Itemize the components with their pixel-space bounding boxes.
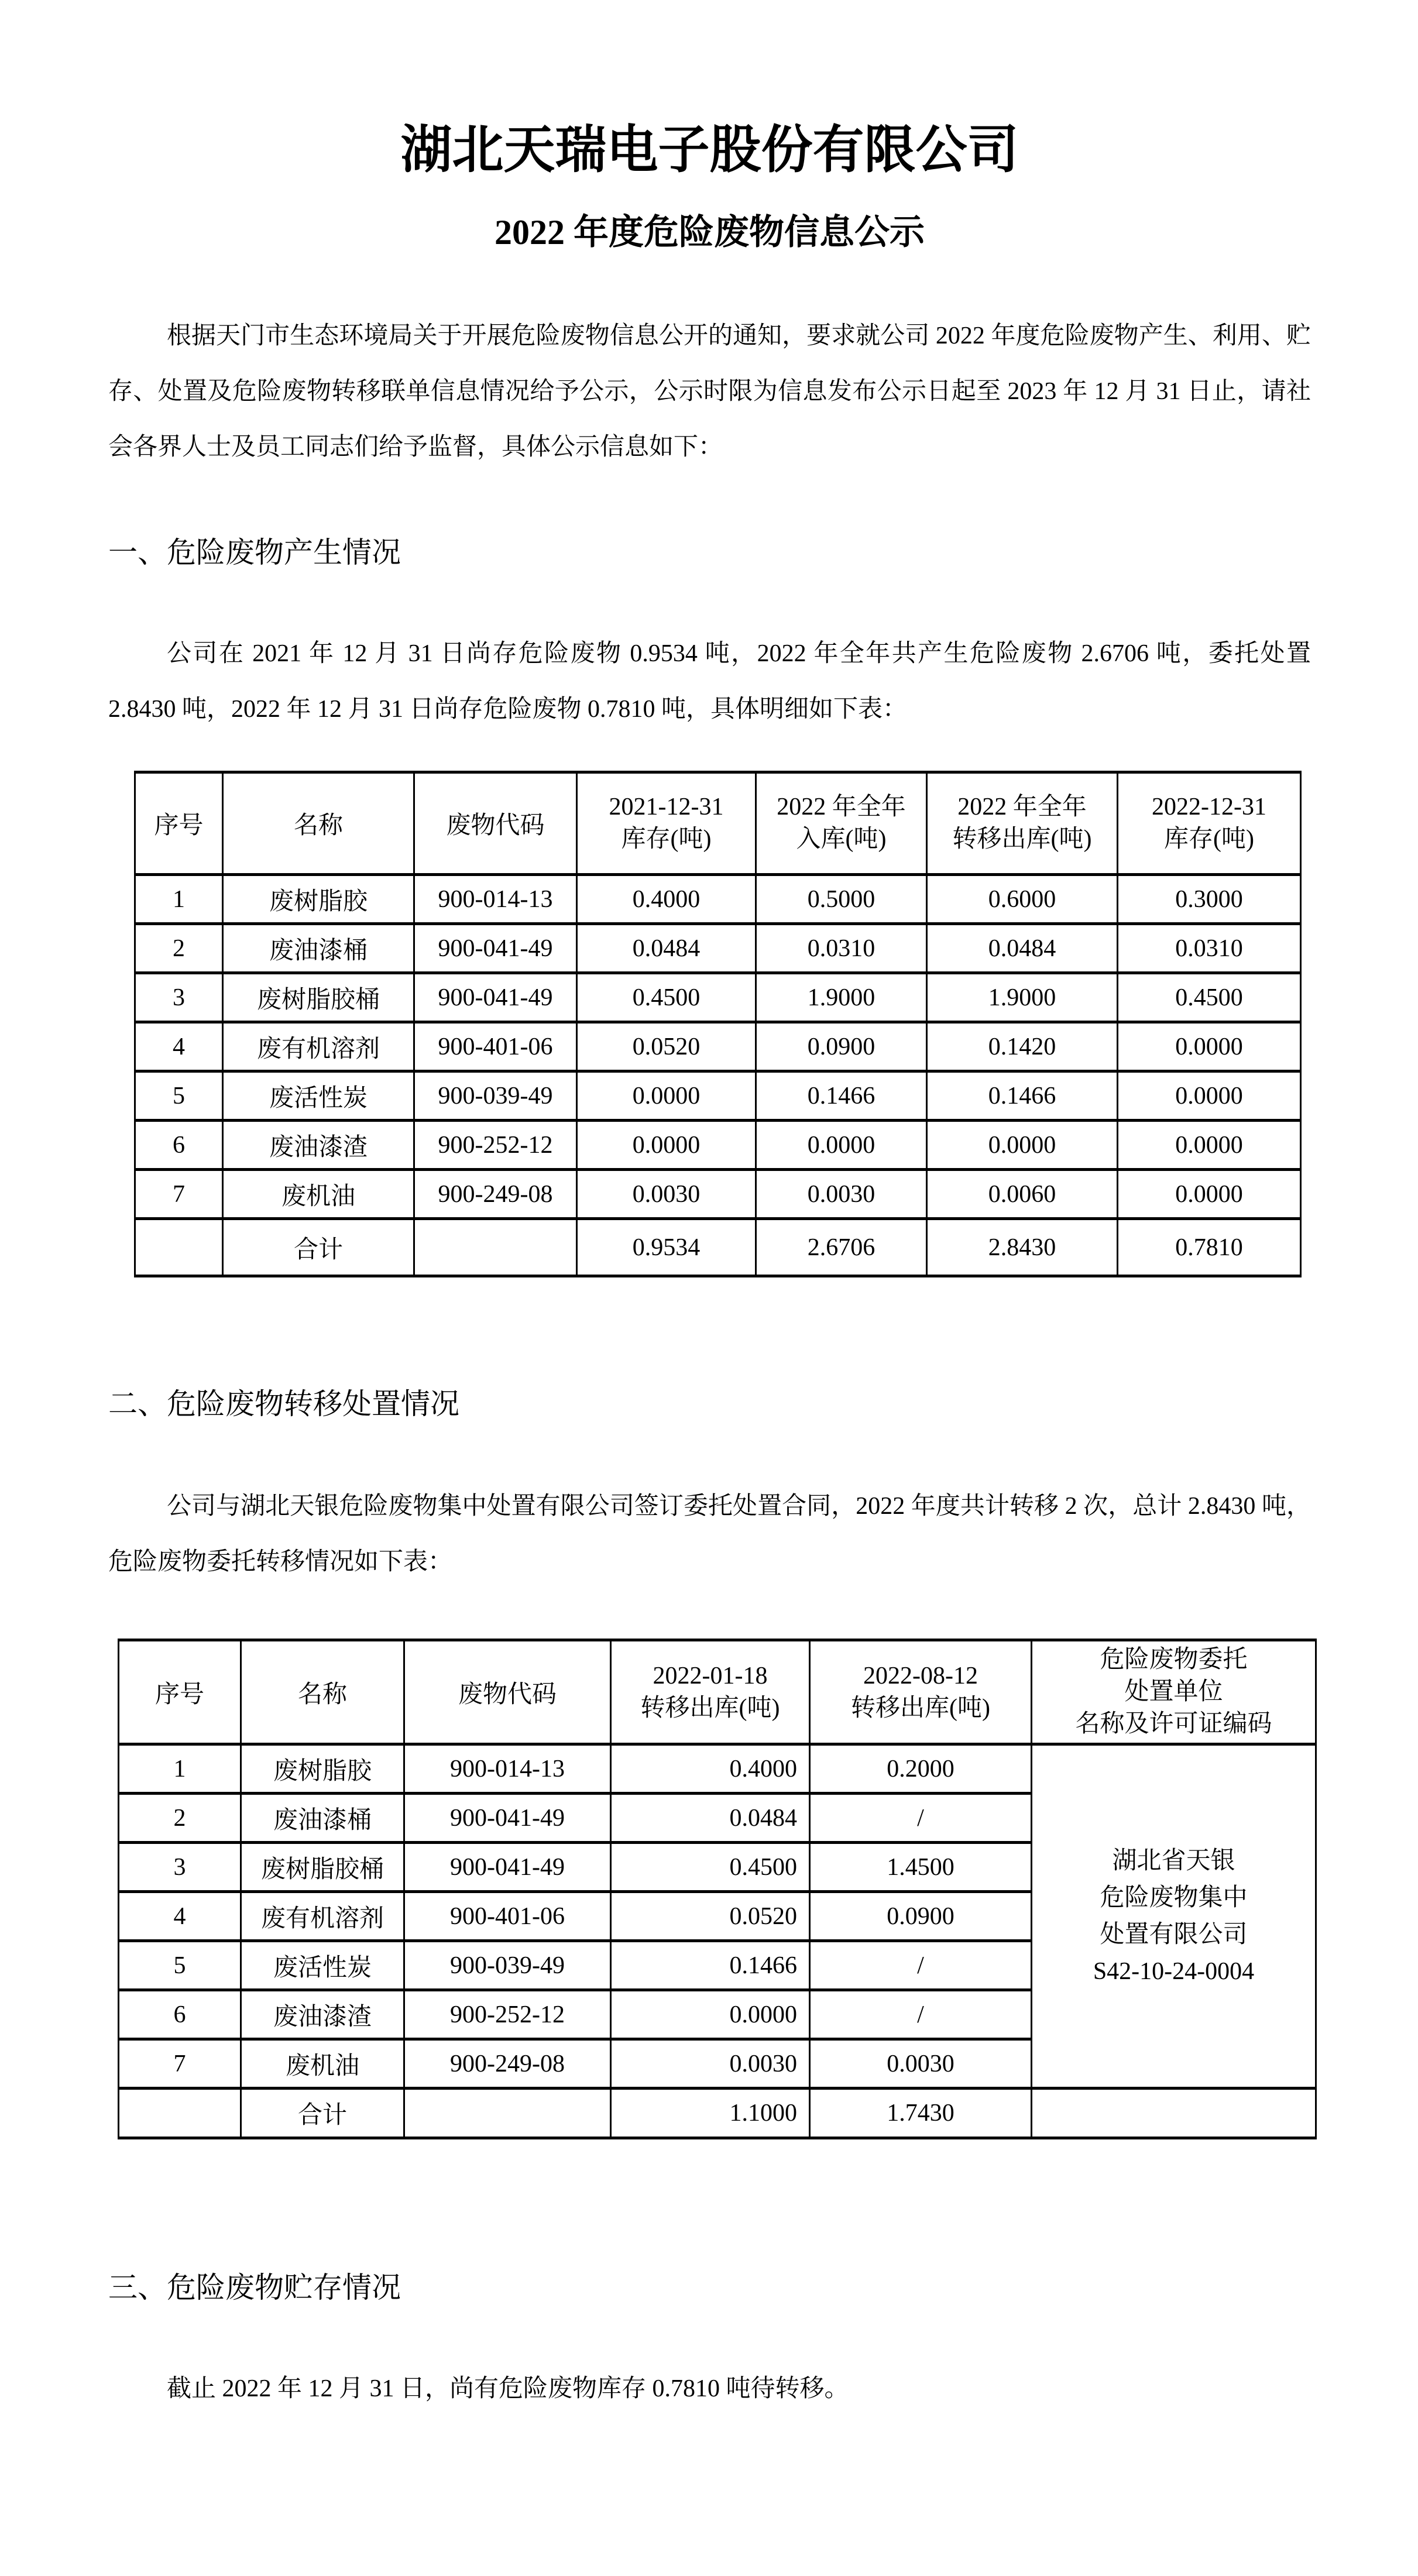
cell-transfer-2: 0.0900 [810,1892,1032,1941]
cell-waste-code: 900-252-12 [404,1990,611,2039]
col-header-waste-code: 废物代码 [404,1640,611,1744]
cell-transfer-1: 0.1466 [611,1941,810,1990]
col-header-line: 2021-12-31 [609,794,724,821]
table-row [135,1022,1301,1071]
section-1-heading: 一、危险废物产生情况 [108,536,401,569]
total-row [119,2089,1316,2138]
cell-out-2022: 0.0484 [927,924,1118,973]
cell-stock-2021: 0.4000 [577,875,756,924]
cell-out-2022: 0.1420 [927,1022,1118,1071]
cell-stock-2022: 0.0000 [1118,1121,1301,1170]
cell-serial: 4 [135,1022,223,1071]
cell-transfer-1: 0.0030 [611,2039,810,2089]
cell-out-2022: 0.0000 [927,1121,1118,1170]
col-header-out-2022 [927,772,1118,875]
cell-out-2022: 0.6000 [927,875,1118,924]
cell-total-stock-2021: 0.9534 [577,1219,756,1276]
col-header-line: 2022-12-31 [1152,794,1266,821]
cell-transfer-1: 0.4000 [611,1744,810,1794]
cell-stock-2022: 0.0000 [1118,1170,1301,1219]
production-table-header [135,772,1301,875]
cell-total-label: 合计 [223,1219,414,1276]
cell-waste-code: 900-249-08 [414,1170,577,1219]
cell-serial: 3 [119,1843,241,1892]
cell-waste-code: 900-252-12 [414,1121,577,1170]
cell-serial: 2 [119,1794,241,1843]
disposal-unit-line: 湖北省天银 [1112,1847,1235,1874]
col-header-line: 入库(吨) [796,826,887,853]
cell-waste-code-empty [404,2089,611,2138]
table-row [135,875,1301,924]
cell-stock-2021: 0.4500 [577,973,756,1022]
cell-out-2022: 0.1466 [927,1071,1118,1121]
col-header-serial: 序号 [135,772,223,875]
production-table-body [135,875,1301,1276]
transfer-table [118,1639,1317,2139]
cell-total-stock-2022: 0.7810 [1118,1219,1301,1276]
disposal-unit-license: S42-10-24-0004 [1093,1957,1255,1985]
section-3-heading: 三、危险废物贮存情况 [108,2271,401,2304]
cell-stock-2022: 0.3000 [1118,875,1301,924]
cell-name: 废油漆桶 [241,1794,404,1843]
cell-total-transfer-1: 1.1000 [611,2089,810,2138]
table-row [135,1170,1301,1219]
cell-name: 废油漆渣 [223,1121,414,1170]
col-header-transfer-1 [611,1640,810,1744]
cell-waste-code: 900-014-13 [404,1744,611,1794]
cell-stock-2022: 0.0000 [1118,1022,1301,1071]
cell-name: 废树脂胶桶 [223,973,414,1022]
cell-name: 废油漆渣 [241,1990,404,2039]
cell-serial: 1 [135,875,223,924]
cell-name: 废树脂胶 [241,1744,404,1794]
col-header-transfer-2 [810,1640,1032,1744]
cell-name: 废活性炭 [223,1071,414,1121]
cell-transfer-2: 0.2000 [810,1744,1032,1794]
table-row [135,973,1301,1022]
cell-serial: 6 [135,1121,223,1170]
cell-serial: 7 [135,1170,223,1219]
cell-serial: 5 [135,1071,223,1121]
cell-serial: 4 [119,1892,241,1941]
cell-transfer-2: / [810,1794,1032,1843]
cell-waste-code: 900-039-49 [414,1071,577,1121]
cell-out-2022: 0.0060 [927,1170,1118,1219]
cell-total-out-2022: 2.8430 [927,1219,1118,1276]
cell-serial: 2 [135,924,223,973]
cell-stock-2021: 0.0000 [577,1121,756,1170]
cell-name: 废有机溶剂 [241,1892,404,1941]
cell-waste-code: 900-041-49 [414,924,577,973]
header-row [135,772,1301,875]
cell-serial: 3 [135,973,223,1022]
cell-stock-2021: 0.0000 [577,1071,756,1121]
cell-in-2022: 0.0000 [756,1121,927,1170]
cell-transfer-2: 0.0030 [810,2039,1032,2089]
cell-in-2022: 1.9000 [756,973,927,1022]
table-row [135,1121,1301,1170]
cell-name: 废树脂胶 [223,875,414,924]
disposal-unit-line: 处置有限公司 [1100,1921,1248,1948]
cell-in-2022: 0.1466 [756,1071,927,1121]
cell-transfer-2: / [810,1990,1032,2039]
cell-waste-code: 900-401-06 [414,1022,577,1071]
cell-stock-2022: 0.4500 [1118,973,1301,1022]
cell-out-2022: 1.9000 [927,973,1118,1022]
header-row [119,1640,1316,1744]
disposal-unit-line: 危险废物集中 [1100,1884,1248,1911]
cell-serial: 6 [119,1990,241,2039]
col-header-line: 2022-01-18 [653,1662,768,1689]
table-row [135,924,1301,973]
cell-waste-code: 900-041-49 [414,973,577,1022]
cell-waste-code: 900-041-49 [404,1843,611,1892]
col-header-line: 2022 年全年 [957,794,1087,821]
col-header-name: 名称 [241,1640,404,1744]
transfer-table-header [119,1640,1316,1744]
section-2-paragraph: 公司与湖北天银危险废物集中处置有限公司签订委托处置合同，2022 年度共计转移 2 次，总计 2.8430 吨，危险废物委托转移情况如下表： [108,1493,1311,1576]
cell-name: 废树脂胶桶 [241,1843,404,1892]
total-row [135,1219,1301,1276]
table-row [135,1071,1301,1121]
cell-in-2022: 0.0030 [756,1170,927,1219]
cell-serial-empty [119,2089,241,2138]
col-header-line: 转移出库(吨) [851,1694,990,1722]
cell-in-2022: 0.5000 [756,875,927,924]
cell-waste-code: 900-041-49 [404,1794,611,1843]
cell-name: 废机油 [223,1170,414,1219]
cell-disposal-unit [1032,1744,1316,2089]
doc-subtitle: 2022 年度危险废物信息公示 [495,213,925,252]
cell-waste-code: 900-014-13 [414,875,577,924]
cell-serial: 7 [119,2039,241,2089]
cell-serial-empty [135,1219,223,1276]
cell-transfer-1: 0.0000 [611,1990,810,2039]
production-table [134,771,1302,1277]
col-header-line: 转移出库(吨) [640,1694,780,1722]
col-header-stock-2021 [577,772,756,875]
col-header-line: 2022-08-12 [863,1662,978,1689]
cell-total-transfer-2: 1.7430 [810,2089,1032,2138]
section-3-paragraph: 截止 2022 年 12 月 31 日，尚有危险废物库存 0.7810 吨待转移。 [167,2375,849,2403]
col-header-name: 名称 [223,772,414,875]
cell-transfer-2: 1.4500 [810,1843,1032,1892]
cell-serial: 1 [119,1744,241,1794]
transfer-table-body [119,1744,1316,2138]
cell-in-2022: 0.0900 [756,1022,927,1071]
section-2-heading: 二、危险废物转移处置情况 [108,1387,459,1421]
col-header-serial: 序号 [119,1640,241,1744]
cell-transfer-1: 0.0520 [611,1892,810,1941]
cell-name: 废机油 [241,2039,404,2089]
col-header-stock-2022 [1118,772,1301,875]
cell-stock-2022: 0.0310 [1118,924,1301,973]
col-header-disposal-unit [1032,1640,1316,1744]
col-header-line: 转移出库(吨) [952,826,1092,853]
section-1-paragraph: 公司在 2021 年 12 月 31 日尚存危险废物 0.9534 吨，2022 年全年共产生危险废物 2.6706 吨，委托处置 2.8430 吨，2022 年 12 月 31 日尚存危险废物 0.7810 吨，具体明细如下表： [108,640,1311,723]
table-row [119,1744,1316,1794]
cell-transfer-1: 0.4500 [611,1843,810,1892]
cell-disposal-unit-empty [1032,2089,1316,2138]
cell-name: 废活性炭 [241,1941,404,1990]
cell-waste-code-empty [414,1219,577,1276]
col-header-in-2022 [756,772,927,875]
cell-name: 废有机溶剂 [223,1022,414,1071]
col-header-line: 2022 年全年 [777,794,906,821]
cell-stock-2021: 0.0484 [577,924,756,973]
cell-transfer-1: 0.0484 [611,1794,810,1843]
cell-stock-2021: 0.0030 [577,1170,756,1219]
cell-waste-code: 900-249-08 [404,2039,611,2089]
cell-transfer-2: / [810,1941,1032,1990]
cell-serial: 5 [119,1941,241,1990]
cell-stock-2021: 0.0520 [577,1022,756,1071]
col-header-line: 名称及许可证编码 [1075,1711,1272,1738]
col-header-waste-code: 废物代码 [414,772,577,875]
doc-title: 湖北天瑞电子股份有限公司 [400,122,1019,179]
col-header-line: 处置单位 [1124,1678,1223,1706]
cell-total-label: 合计 [241,2089,404,2138]
cell-in-2022: 0.0310 [756,924,927,973]
cell-stock-2022: 0.0000 [1118,1071,1301,1121]
col-header-line: 库存(吨) [621,826,712,853]
intro-paragraph: 根据天门市生态环境局关于开展危险废物信息公开的通知，要求就公司 2022 年度危险废物产生、利用、贮存、处置及危险废物转移联单信息情况给予公示，公示时限为信息发布公示日起至 2023 年 12 月 31 日止，请社会各界人士及员工同志们给予监督，具体公示信息如下： [108,322,1311,461]
cell-total-in-2022: 2.6706 [756,1219,927,1276]
col-header-line: 库存(吨) [1164,826,1254,853]
cell-name: 废油漆桶 [223,924,414,973]
cell-waste-code: 900-039-49 [404,1941,611,1990]
cell-waste-code: 900-401-06 [404,1892,611,1941]
col-header-line: 危险废物委托 [1100,1646,1248,1674]
